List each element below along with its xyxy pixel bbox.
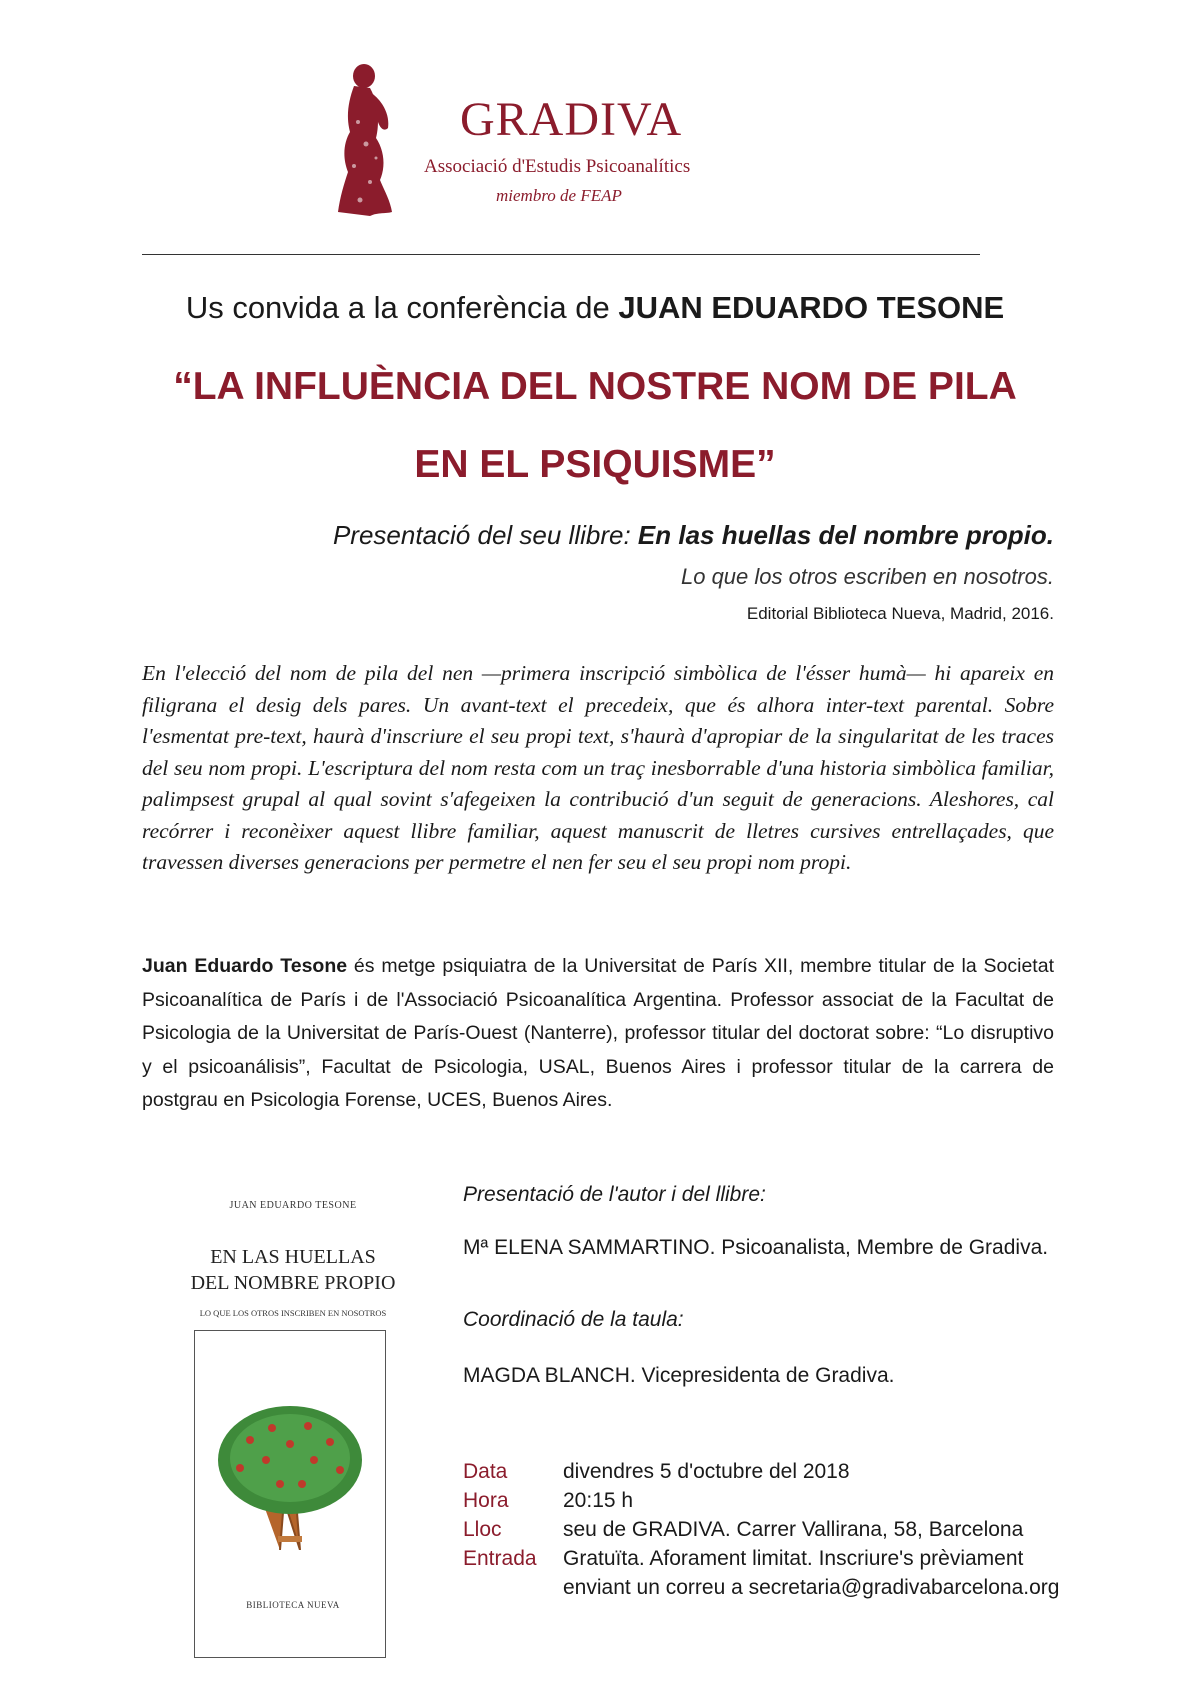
conference-title-line-2: EN EL PSIQUISME” (414, 443, 776, 486)
entry-value-email: enviant un correu a secretaria@gradivabarcelona.org (563, 1576, 1060, 1599)
book-presentation (333, 520, 1054, 551)
date-label: Data (463, 1460, 508, 1483)
place-label: Lloc (463, 1518, 502, 1541)
cover-author: JUAN EDUARDO TESONE (229, 1200, 357, 1211)
cover-tagline: LO QUE LOS OTROS INSCRIBEN EN NOSOTROS (199, 1308, 387, 1318)
cover-title-line-2: DEL NOMBRE PROPIO (190, 1272, 396, 1294)
coordination-value: MAGDA BLANCH. Vicepresidenta de Gradiva. (463, 1364, 895, 1387)
book-editorial: Editorial Biblioteca Nueva, Madrid, 2016. (746, 604, 1054, 623)
place-value: seu de GRADIVA. Carrer Vallirana, 58, Barcelona (563, 1518, 1024, 1541)
org-membership: miembro de FEAP (496, 186, 622, 205)
book-subtitle: Lo que los otros escriben en nosotros. (680, 564, 1054, 589)
presentation-value: Mª ELENA SAMMARTINO. Psicoanalista, Membre de Gradiva. (463, 1236, 1049, 1259)
date-value: divendres 5 d'octubre del 2018 (563, 1460, 850, 1483)
book-presentation-lead: Presentació del seu llibre: (332, 520, 638, 550)
gradiva-logo-figure (330, 62, 400, 222)
cover-title-line-1: EN LAS HUELLAS (210, 1246, 376, 1268)
org-name: GRADIVA (460, 93, 683, 146)
org-subtitle: Associació d'Estudis Psicoanalítics (424, 156, 691, 177)
bio-name: Juan Eduardo Tesone (142, 955, 348, 977)
entry-label: Entrada (463, 1547, 537, 1570)
family-tree-icon (210, 1400, 370, 1550)
header-divider (142, 254, 980, 255)
time-value: 20:15 h (563, 1489, 634, 1512)
speaker-name: JUAN EDUARDO TESONE (618, 290, 1005, 325)
speaker-bio (142, 950, 1054, 1118)
cover-title (188, 1244, 398, 1296)
presentation-label: Presentació de l'autor i del llibre: (463, 1183, 766, 1206)
book-title: En las huellas del nombre propio. (637, 520, 1054, 550)
book-cover-image (188, 1190, 398, 1656)
time-label: Hora (463, 1489, 509, 1512)
entry-value: Gratuïta. Aforament limitat. Inscriure's prèviament (563, 1547, 1024, 1570)
invitation-line (0, 290, 1190, 326)
coordination-label: Coordinació de la taula: (463, 1308, 684, 1331)
invitation-lead: Us convida a la conferència de (185, 290, 619, 325)
cover-publisher: BIBLIOTECA NUEVA (246, 1600, 340, 1610)
conference-title-line-1: “LA INFLUÈNCIA DEL NOSTRE NOM DE PILA (173, 365, 1017, 408)
bio-text: és metge psiquiatra de la Universitat de París XII, membre titular de la Societat Psicoanalítica de París i de l'Associació Psicoanalítica Argentina. Professor associat de la Facultat de Psicologia de la Universitat de París-Ouest (Nanterre), professor titular del doctorat sobre: “Lo disruptivo y el psicoanálisis”, Facultat de Psicologia, USAL, Buenos Aires i professor titular de la carrera de postgrau en Psicologia Forense, UCES, Buenos Aires. (142, 955, 1054, 1111)
abstract-paragraph: En l'elecció del nom de pila del nen —primera inscripció simbòlica de l'ésser humà— hi apareix en filigrana el desig dels pares. Un avant-text el precedeix, que és alhora inter-text parental. Sobre l'esmentat pre-text, haurà d'inscriure el seu propi text, s'haurà d'apropiar de la singularitat de les traces del seu nom propi. L'escriptura del nom resta com un traç inesborrable d'una historia simbòlica familiar, palimpsest grupal al qual sovint s'afegeixen la contribució d'un seguit de generacions. Aleshores, cal recórrer i reconèixer aquest llibre familiar, aquest manuscrit de lletres cursives entrellaçades, que travessen diverses generacions per permetre el nen fer seu el seu propi nom propi. (142, 661, 1054, 874)
